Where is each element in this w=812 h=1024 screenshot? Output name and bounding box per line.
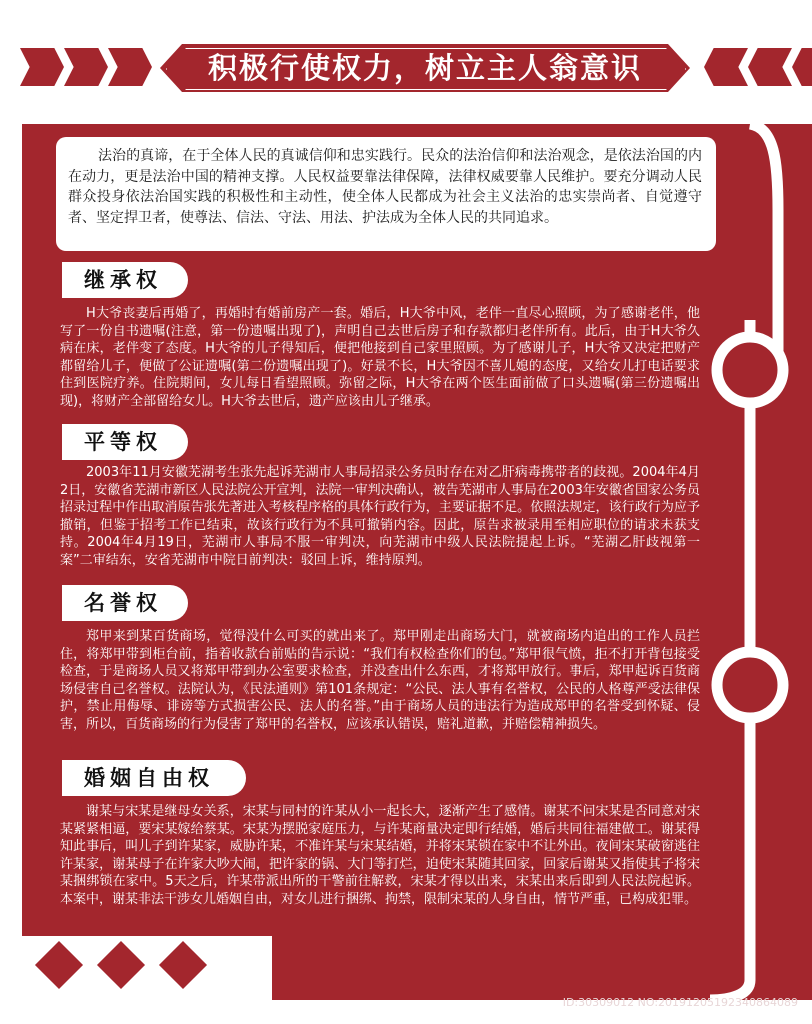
section-heading-marriage: 婚姻自由权 — [62, 760, 246, 796]
chevron-decoration — [748, 48, 792, 86]
decorative-line — [690, 120, 800, 1000]
watermark: 昵图网 www.nipic.com — [24, 998, 154, 1012]
chevron-decoration — [704, 48, 748, 86]
section-body-marriage: 谢某与宋某是继母女关系，宋某与同村的许某从小一起长大，逐渐产生了感情。谢某不问宋某是否同意对宋某紧紧相逼，要宋某嫁给蔡某。宋某为摆脱家庭压力，与许某商量决定即行结婚，婚后共同往福建做工。谢某得知此事后，叫儿子到许某家，威胁许某，不准许某与宋某结婚，并将宋某锁在家中不让外出。夜间宋某破窗逃往许某家，谢某母子在许家大吵大闹，把许家的锅、大门等打烂，迫使宋某随其回家，回家后谢某又指使其子将宋某捆绑锁在家中。5天之后，许某带派出所的干警前往解救，宋某才得以出来，宋某出来后即到人民法院起诉。本案中，谢某非法干涉女儿婚姻自由，对女儿进行捆绑、拘禁，限制宋某的人身自由，情节严重，已构成犯罪。 — [60, 804, 700, 907]
chevron-decoration — [20, 48, 64, 86]
chevron-decoration — [792, 48, 812, 86]
section-body-equality: 2003年11月安徽芜湖考生张先起诉芜湖市人事局招录公务员时存在对乙肝病毒携带者的歧视。2004年4月2日，安徽省芜湖市新区人民法院公开宣判，法院一审判决确认，被告芜湖市人事局在2003年安徽省国家公务员招录过程中作出取消原告张先著进入考核程序格的具体行政行为，主要证据不足。依照法规定，该行政行为应予撤销，但鉴于招考工作已结束，故该行政行为不具可撤销内容。因此，原告求被录用至相应职位的请求未获支持。2004年4月19日，芜湖市人事局不服一审判决，向芜湖市中级人民法院提起上诉。“芜湖乙肝歧视第一案”二审结东，安省芜湖市中院日前判决：驳回上诉，维持原判。 — [60, 465, 700, 568]
section-body-reputation: 郑甲来到某百货商场，觉得没什么可买的就出来了。郑甲刚走出商场大门，就被商场内追出的工作人员拦住，将郑甲带到柜台前，指着收款台前贴的告示说：“我们有权检查你们的包。”郑甲很气愤，拒不打开背包接受检查，于是商场人员又将郑甲带到办公室要求检查，并没查出什么东西，才将郑甲放行。事后，郑甲起诉百货商场侵害自己名誉权。法院认为，《民法通则》第101条规定：“公民、法人事有名誉权，公民的人格尊严受法律保护，禁止用侮辱、诽谤等方式损害公民、法人的名誉。”由于商场人员的违法行为造成郑甲的名誉受到怀疑、侵害，所以，百货商场的行为侵害了郑甲的名誉权，应该承认错误，赔礼道歉，并赔偿精神损失。 — [60, 629, 700, 732]
chevron-decoration — [108, 48, 152, 86]
section-heading-reputation: 名誉权 — [62, 585, 188, 621]
page-title: 积极行使权力，树立主人翁意识 — [207, 51, 642, 85]
section-heading-equality: 平等权 — [62, 424, 188, 460]
watermark-id: ID:30309012 NO:20191205192340864089 — [562, 996, 798, 1009]
section-body-inheritance: H大爷丧妻后再婚了，再婚时有婚前房产一套。婚后，H大爷中风，老伴一直尽心照顾，为了感谢老伴，他写了一份自书遗嘱(注意，第一份遗嘱出现了)，声明自己去世后房子和存款都归老伴所有。此后，由于H大爷久病在床，老伴变了态度。H大爷的儿子得知后，便把他接到自己家里照顾。为了感谢儿子，H大爷又决定把财产都留给儿子，便做了公证遗嘱(第二份遗嘱出现了)。好景不长，H大爷因不喜儿媳的态度，又给女儿打电话要求住到医院疗养。住院期间，女儿每日看望照顾。弥留之际，H大爷在两个医生面前做了口头遗嘱(第三份遗嘱出现)，将财产全部留给女儿。H大爷去世后，遗产应该由儿子继承。 — [60, 306, 700, 409]
intro-box: 法治的真谛，在于全体人民的真诚信仰和忠实践行。民众的法治信仰和法治观念，是依法治国的内在动力，更是法治中国的精神支撑。人民权益要靠法律保障，法律权威要靠人民维护。要充分调动人民群众投身依法治国实践的积极性和主动性，使全体人民都成为社会主义法治的忠实崇尚者、自觉遵守者、坚定捍卫者，使尊法、信法、守法、用法、护法成为全体人民的共同追求。 — [56, 137, 716, 251]
section-heading-inheritance: 继承权 — [62, 262, 188, 298]
chevron-decoration — [64, 48, 108, 86]
